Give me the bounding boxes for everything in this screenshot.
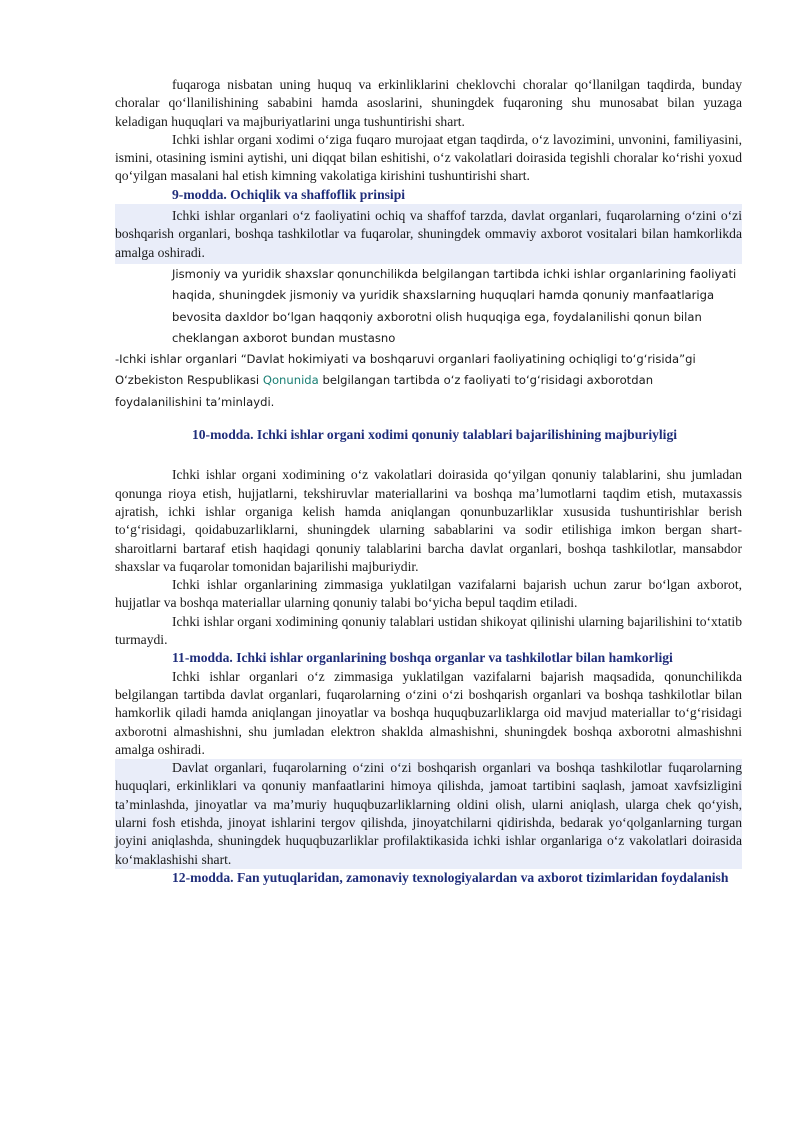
paragraph: Davlat organlari, fuqarolarning o‘zini o‘zi boshqarish organlari va boshqa tashkilotlar fuqarolarning huquqlari, erkinliklari va qonuniy manfaatlarini himoya qilishda, jamoat tartibini saqlash, jamoat xavfsizligini ta’minlashda, jinoyatlar va ma’muriy huquqbuzarliklarning oldini olish, ularni aniqlash, ularga chek qo‘yish, ularni fosh etishda, jinoyat ishlarini tergov qilishda, jinoyatchilarni qidirishda, bedarak yo‘qolganlarning turgan joyini aniqlashda, shuningdek huquqbuzarliklar profilaktikasida ichki ishlar organlariga o‘z vakolatlari doirasida ko‘maklashishi shart. bbox=[115, 760, 742, 867]
article-12-heading: 12-modda. Fan yutuqlaridan, zamonaviy texnologiyalardan va axborot tizimlaridan foydalanish bbox=[172, 869, 729, 885]
highlighted-block bbox=[115, 204, 742, 264]
document-page bbox=[115, 76, 742, 887]
highlighted-block bbox=[115, 759, 742, 869]
paragraph: Ichki ishlar organi xodimining o‘z vakolatlari doirasida qo‘yilgan qonuniy talablarini, shu jumladan qonunga rioya etish, hujjatlarni, tekshiruvlar materiallarini va boshqa ma’lumotlarni taqdim etish, mutaxassis ajratish, ichki ishlar organiga kelish hamda aniqlangan qonunbuzarliklar xususida tushuntirishlar berish to‘g‘risidagi, qoidabuzarliklarni, shuningdek ularning sabablarini va sodir etilishiga imkon bergan shart-sharoitlarni bartaraf etish haqidagi qonuniy talablarini barcha davlat organlari, boshqa tashkilotlar, mansabdor shaxslar va fuqarolar tomonidan bajarilishi majburiydir. bbox=[115, 467, 742, 574]
paragraph: Ichki ishlar organi xodimining qonuniy talablari ustidan shikoyat qilinishi ularning bajarilishini to‘xtatib turmaydi. bbox=[115, 613, 742, 648]
paragraph: fuqaroga nisbatan uning huquq va erkinliklarini cheklovchi choralar qo‘llanilgan taqdirda, bunday choralar qo‘llanilishining sababini hamda asoslarini, shuningdek fuqaroning shu munosabat bilan yuzaga keladigan huquqlari va majburiyatlarini unga tushuntirishi shart. bbox=[115, 77, 742, 129]
paragraph bbox=[115, 349, 742, 413]
paragraph: Ichki ishlar organi xodimi o‘ziga fuqaro murojaat etgan taqdirda, o‘z lavozimini, unvonini, familiyasini, ismini, otasining ismini aytishi, uni diqqat bilan eshitishi, o‘z vakolatlari doirasida tegishli choralar ko‘rishi yoxud qo‘yilgan masalani hal etish kimning vakolatiga kirishini tushuntirishi shart. bbox=[115, 131, 742, 184]
paragraph-text: -Ichki ishlar organlari “Davlat hokimiyati va boshqaruvi organlari faoliyatining ochiqligi to‘g‘risida”gi O‘zbekiston Respublikasi bbox=[115, 352, 696, 388]
paragraph: Jismoniy va yuridik shaxslar qonunchilikda belgilangan tartibda ichki ishlar organlarining faoliyati haqida, shuningdek jismoniy va yuridik shaxslarning huquqlari hamda qonuniy manfaatlariga bevosita daxldor bo‘lgan haqqoniy axborotni olish huquqiga ega, foydalanilishi qonun bilan cheklangan axborot bundan mustasno bbox=[172, 266, 737, 345]
article-9-heading: 9-modda. Ochiqlik va shaffoflik prinsipi bbox=[172, 186, 406, 202]
law-link[interactable]: Qonunida bbox=[262, 373, 319, 388]
article-10-heading: 10-modda. Ichki ishlar organi xodimi qonuniy talablari bajarilishining majburiyligi bbox=[191, 427, 678, 443]
paragraph-text: belgilangan tartibda o‘z faoliyati to‘g‘risidagi axborotdan foydalanilishini ta’minlaydi. bbox=[115, 373, 654, 409]
article-11-heading: 11-modda. Ichki ishlar organlarining boshqa organlar va tashkilotlar bilan hamkorligi bbox=[172, 650, 673, 666]
paragraph: Ichki ishlar organlarining zimmasiga yuklatilgan vazifalarni bajarish uchun zarur bo‘lgan axborot, hujjatlar va boshqa materiallar ularning qonuniy talabi bo‘yicha bepul taqdim etiladi. bbox=[115, 577, 742, 611]
paragraph: Ichki ishlar organlari o‘z zimmasiga yuklatilgan vazifalarni bajarish maqsadida, qonunchilikda belgilangan tartibda davlat organlari, fuqarolarning o‘zini o‘zi boshqarish organlari va boshqa tashkilotlar bilan hamkorlik qiladi hamda aniqlangan jinoyatlar va boshqa huquqbuzarliklarga oid mavjud materiallar to‘g‘risidagi axborotni almashishni, shu jumladan elektron shaklda almashishni, shuningdek boshqa axborotni almashishni amalga oshiradi. bbox=[115, 668, 742, 757]
paragraph: Ichki ishlar organlari o‘z faoliyatini ochiq va shaffof tarzda, davlat organlari, fuqarolarning o‘zini o‘zi boshqarish organlari, boshqa tashkilotlar va fuqarolar, shuningdek ommaviy axborot vositalari bilan hamkorlikda amalga oshiradi. bbox=[115, 208, 742, 260]
